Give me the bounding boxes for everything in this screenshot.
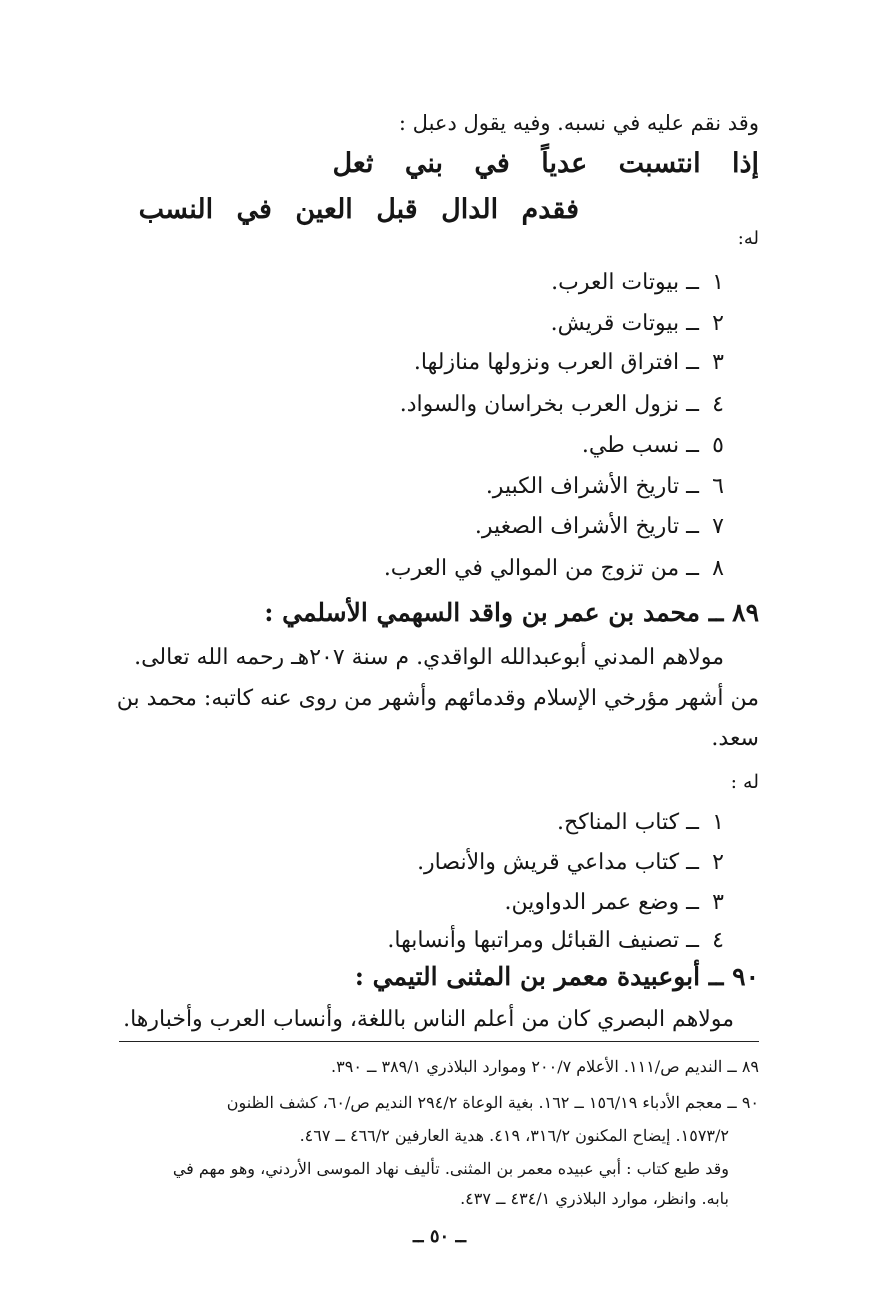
list-label: له:	[737, 228, 759, 249]
list-item-text: كتاب مداعي قريش والأنصار.	[417, 850, 680, 875]
entry-89-list-label: له :	[730, 771, 759, 793]
list-item: ٤ ــ نزول العرب بخراسان والسواد.	[400, 390, 724, 420]
list-item: ١ ــ كتاب المناكح.	[557, 808, 724, 838]
list-item-text: نزول العرب بخراسان والسواد.	[399, 392, 680, 417]
list-item: ٨ ــ من تزوج من الموالي في العرب.	[384, 554, 724, 584]
footnote-90-line-2: ١٥٧٣/٢. إيضاح المكنون ٣١٦/٢، ٤١٩. هدية العارفين ٤٦٦/٢ ــ ٤٦٧.	[299, 1126, 729, 1145]
list-item: ٢ ــ كتاب مداعي قريش والأنصار.	[417, 848, 724, 878]
list-item-number: ٣	[712, 350, 724, 375]
list-item-number: ٨	[712, 556, 724, 581]
list-item: ٣ ــ وضع عمر الدواوين.	[505, 888, 724, 918]
verse-line-2: فقدم الدال قبل العين في النسب	[138, 194, 579, 225]
entry-89-heading: ٨٩ ــ محمد بن عمر بن واقد السهمي الأسلمي :	[264, 598, 759, 627]
list-item: ١ ــ بيوتات العرب.	[551, 268, 724, 298]
entry-89-line-1: مولاهم المدني أبوعبدالله الواقدي. م سنة ٢٠٧هـ رحمه الله تعالى.	[134, 645, 724, 670]
list-item-number: ٣	[712, 890, 724, 915]
list-item-text: كتاب المناكح.	[557, 810, 680, 835]
list-item-text: تصنيف القبائل ومراتبها وأنسابها.	[387, 928, 680, 953]
list-item-number: ٢	[712, 850, 724, 875]
intro-text: وقد نقم عليه في نسبه. وفيه يقول دعبل :	[398, 111, 759, 135]
list-item-text: بيوتات قريش.	[550, 311, 680, 336]
page-number: ــ ٥٠ ــ	[413, 1226, 466, 1247]
list-item: ٦ ــ تاريخ الأشراف الكبير.	[486, 472, 724, 502]
list-item-number: ٧	[712, 514, 724, 539]
list-item: ٥ ــ نسب طي.	[582, 431, 724, 461]
list-item-text: تاريخ الأشراف الكبير.	[485, 474, 680, 499]
list-item-number: ٤	[712, 928, 724, 953]
list-item-number: ٤	[712, 392, 724, 417]
list-item-number: ٦	[712, 474, 724, 499]
footnote-90-line-4: بابه. وانظر، موارد البلاذري ٤٣٤/١ ــ ٤٣٧.	[460, 1189, 729, 1208]
list-item-text: تاريخ الأشراف الصغير.	[474, 514, 680, 539]
list-item-text: نسب طي.	[581, 433, 680, 458]
list-item-text: من تزوج من الموالي في العرب.	[383, 556, 680, 581]
footnote-89: ٨٩ ــ النديم ص/١١١. الأعلام ٢٠٠/٧ وموارد البلاذري ٣٨٩/١ ــ ٣٩٠.	[331, 1057, 759, 1076]
list-item: ٧ ــ تاريخ الأشراف الصغير.	[475, 512, 724, 542]
list-item: ٢ ــ بيوتات قريش.	[551, 309, 724, 339]
entry-89-line-2: من أشهر مؤرخي الإسلام وقدمائهم وأشهر من روى عنه كاتبه: محمد بن	[116, 686, 759, 711]
entry-90-heading: ٩٠ ــ أبوعبيدة معمر بن المثنى التيمي :	[354, 962, 759, 991]
list-item: ٣ ــ افتراق العرب ونزولها منازلها.	[414, 348, 724, 378]
verse-line-1: إذا انتسبت عدياً في بني ثعل	[332, 148, 759, 179]
list-item-text: افتراق العرب ونزولها منازلها.	[413, 350, 680, 375]
list-item-text: بيوتات العرب.	[551, 270, 680, 295]
entry-89-line-3: سعد.	[711, 726, 759, 751]
list-item-number: ١	[712, 810, 724, 835]
list-item-number: ٢	[712, 311, 724, 336]
entry-90-line-1: مولاهم البصري كان من أعلم الناس باللغة، وأنساب العرب وأخبارها.	[123, 1007, 734, 1032]
list-item: ٤ ــ تصنيف القبائل ومراتبها وأنسابها.	[387, 926, 724, 956]
footnote-90-line-3: وقد طبع كتاب : أبي عبيده معمر بن المثنى. تأليف نهاد الموسى الأردني، وهو مهم في	[172, 1159, 729, 1178]
footnote-divider	[119, 1041, 759, 1042]
list-item-number: ٥	[712, 433, 724, 458]
list-item-text: وضع عمر الدواوين.	[504, 890, 680, 915]
footnote-90: ٩٠ ــ معجم الأدباء ١٥٦/١٩ ــ ١٦٢. بغية الوعاة ٢٩٤/٢ النديم ص/٦٠، كشف الظنون	[226, 1093, 759, 1112]
list-item-number: ١	[712, 270, 724, 295]
